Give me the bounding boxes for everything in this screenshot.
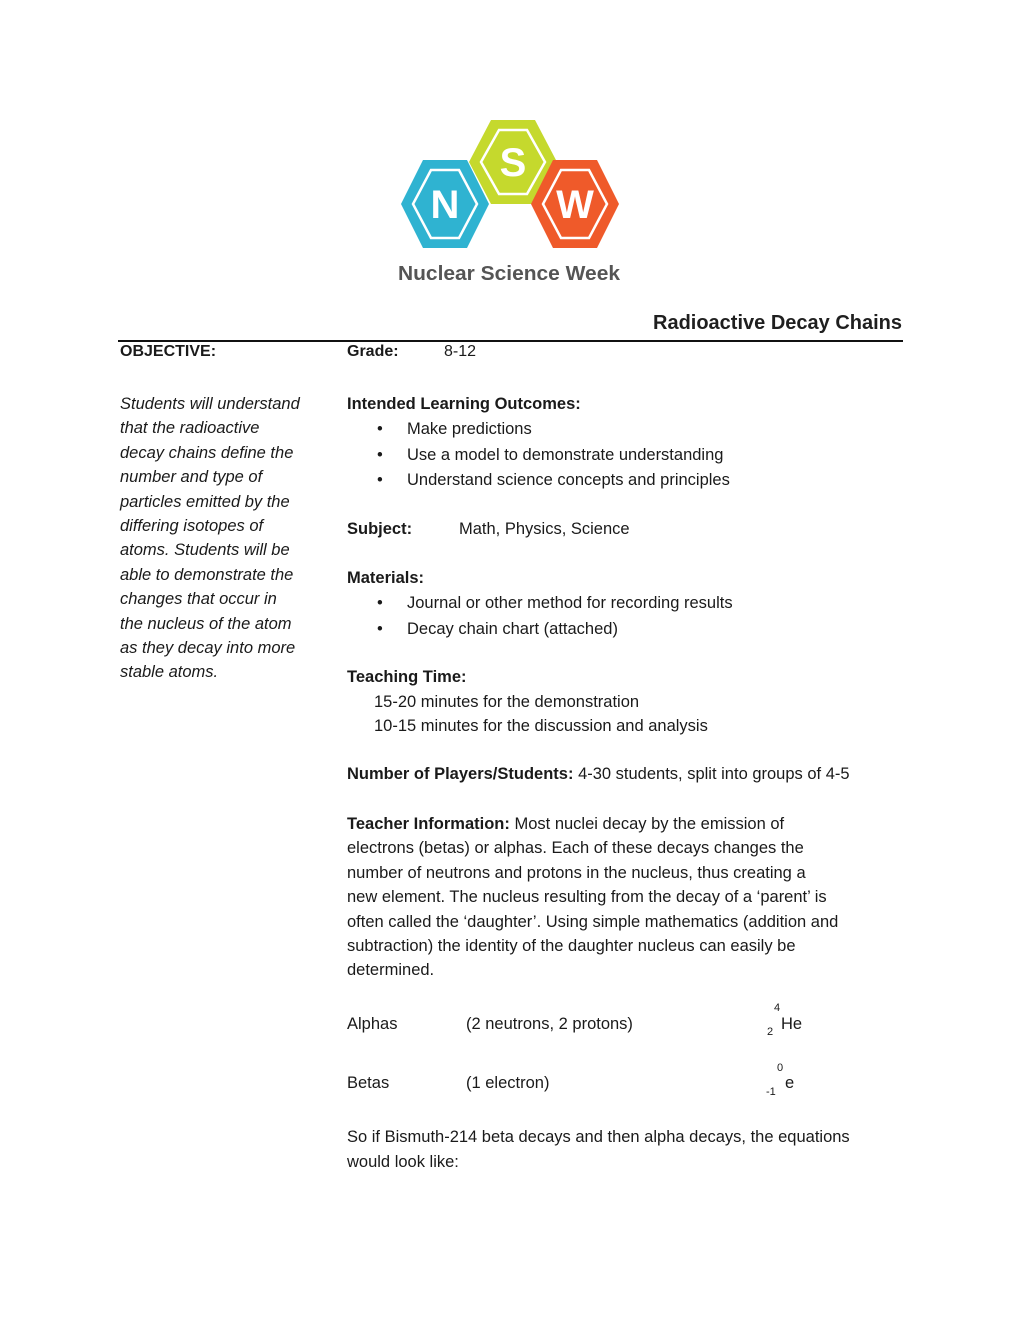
outcome-item: • Use a model to demonstrate understanding	[347, 443, 730, 469]
material-item: • Journal or other method for recording results	[347, 591, 733, 617]
outcome-item: • Make predictions	[347, 417, 730, 443]
objective-line: atoms. Students will be	[120, 541, 290, 560]
title-divider	[118, 340, 903, 342]
teacher-info-line: often called the ‘daughter’. Using simple mathematics (addition and	[347, 912, 839, 931]
subject-value: Math, Physics, Science	[459, 520, 630, 538]
logo-letter-s: S	[499, 141, 527, 185]
beta-symbol: e	[785, 1074, 795, 1092]
material-item: • Decay chain chart (attached)	[347, 617, 733, 643]
beta-description: (1 electron)	[466, 1074, 550, 1092]
objective-line: the nucleus of the atom	[120, 614, 292, 633]
alpha-description: (2 neutrons, 2 protons)	[466, 1015, 633, 1033]
objective-line: particles emitted by the	[120, 492, 290, 511]
objective-line: as they decay into more	[120, 639, 296, 658]
beta-charge-number: -1	[766, 1086, 776, 1098]
objective-line: differing isotopes of	[120, 517, 264, 536]
teacher-info-label: Teacher Information:	[347, 815, 510, 833]
players-label: Number of Players/Students:	[347, 765, 574, 783]
objective-line: decay chains define the	[120, 443, 294, 462]
teacher-info-line: subtraction) the identity of the daughter nucleus can easily be	[347, 937, 796, 956]
logo-letter-n: N	[430, 183, 460, 227]
objective-line: number and type of	[120, 468, 263, 487]
objective-line: stable atoms.	[120, 663, 219, 682]
outcome-item: • Understand science concepts and principles	[347, 468, 730, 494]
outcomes-list	[347, 417, 730, 494]
teacher-info-line: electrons (betas) or alphas. Each of these decays changes the	[347, 839, 804, 858]
alpha-mass-number: 4	[774, 1002, 781, 1014]
logo-caption: Nuclear Science Week	[398, 263, 621, 285]
materials-list	[347, 591, 733, 642]
objective-line: able to demonstrate the	[120, 565, 294, 584]
objective-label: OBJECTIVE:	[120, 343, 217, 360]
beta-mass-number: 0	[777, 1062, 784, 1074]
objective-line: Students will understand	[120, 395, 300, 413]
grade-value: 8-12	[444, 343, 477, 360]
alpha-nuclide-notation	[760, 1002, 820, 1042]
closing-line: So if Bismuth-214 beta decays and then alpha decays, the equations	[347, 1128, 850, 1146]
closing-line: would look like:	[347, 1153, 459, 1171]
teaching-time-item: 10-15 minutes for the discussion and analysis	[374, 717, 708, 735]
players-value: 4-30 students, split into groups of 4-5	[578, 765, 850, 783]
objective-description	[120, 392, 325, 685]
alpha-charge-number: 2	[767, 1026, 774, 1038]
alpha-name: Alphas	[347, 1015, 398, 1033]
grade-label: Grade:	[347, 343, 399, 360]
players-row	[347, 762, 850, 787]
alpha-symbol: He	[781, 1015, 803, 1033]
materials-heading: Materials:	[347, 569, 425, 587]
teacher-information	[347, 812, 907, 983]
teacher-info-line: number of neutrons and protons in the nucleus, thus creating a	[347, 863, 806, 882]
nsw-logo	[393, 118, 629, 288]
outcomes-heading: Intended Learning Outcomes:	[347, 395, 581, 413]
logo-letter-w: W	[556, 183, 594, 227]
nsw-logo-graphic	[393, 118, 629, 288]
subject-label: Subject:	[347, 520, 413, 538]
objective-line: that the radioactive	[120, 419, 260, 438]
teacher-info-line: Most nuclei decay by the emission of	[514, 815, 785, 833]
teaching-time-item: 15-20 minutes for the demonstration	[374, 693, 640, 711]
teacher-info-line: new element. The nucleus resulting from the decay of a ‘parent’ is	[347, 888, 827, 907]
beta-nuclide-notation	[760, 1062, 820, 1102]
objective-line: changes that occur in	[120, 590, 277, 609]
page-title: Radioactive Decay Chains	[653, 312, 902, 334]
teaching-time-heading: Teaching Time:	[347, 668, 467, 686]
beta-name: Betas	[347, 1074, 390, 1092]
teacher-info-line: determined.	[347, 961, 435, 980]
